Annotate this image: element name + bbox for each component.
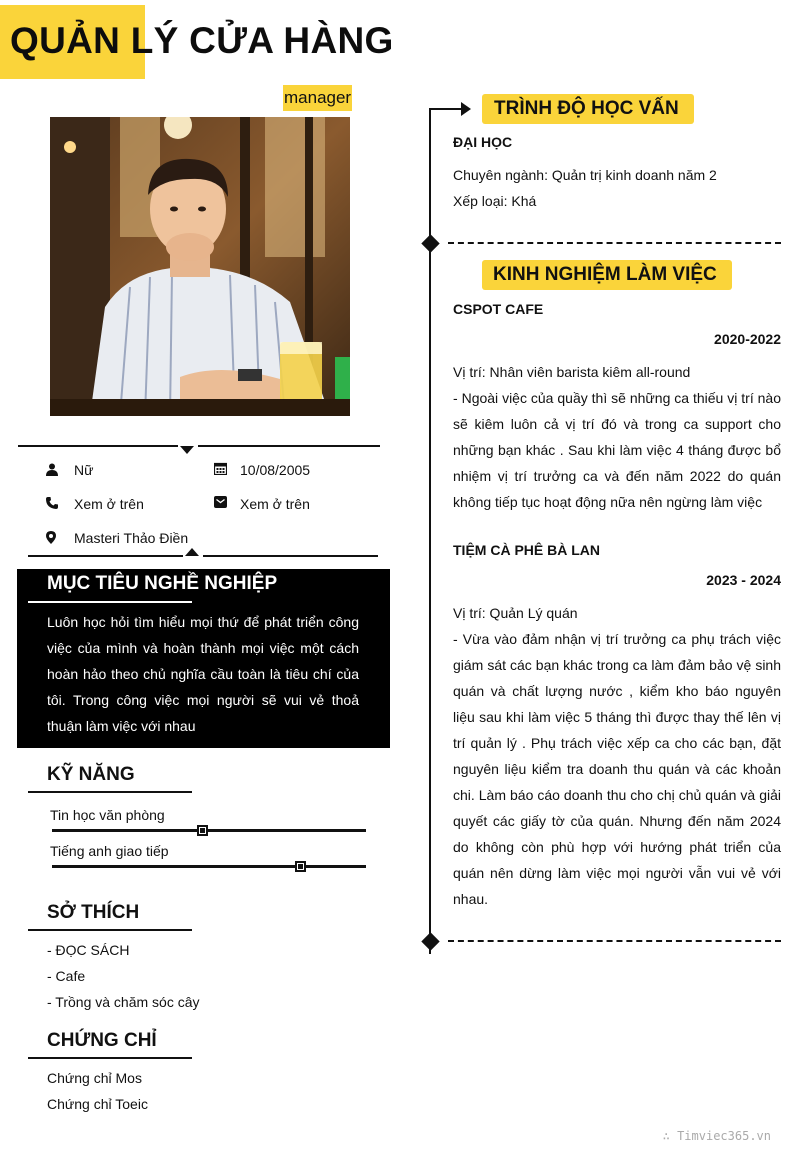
watermark: ∴ Timviec365.vn	[662, 1129, 771, 1143]
timeline-node-icon	[421, 932, 439, 950]
objective-title: MỤC TIÊU NGHỀ NGHIỆP	[47, 573, 278, 594]
timeline-node-icon	[421, 234, 439, 252]
profile-photo	[50, 117, 350, 416]
job-description: - Ngoài việc của quầy thì sẽ những ca thiếu vị trí nào sẽ kiêm luôn cả vị trí đó và trong ca support cho những bạn khác . Sau khi làm việc 4 tháng được bổ nhiệm vị trí trưởng ca và đến năm 2022 do quán không tiếp tục hoạt động nữa nên ngừng làm việc	[453, 390, 781, 510]
certificates-underline	[28, 1057, 192, 1059]
education-title: TRÌNH ĐỘ HỌC VẤN	[494, 98, 679, 119]
email-value: Xem ở trên	[240, 496, 310, 512]
job-period: 2023 - 2024	[706, 572, 781, 588]
skill-level-knob[interactable]	[295, 861, 306, 872]
contact-divider-bottom-left	[28, 555, 183, 557]
role-badge: manager	[283, 85, 352, 111]
user-icon	[44, 461, 60, 477]
skills-title: KỸ NĂNG	[47, 764, 135, 785]
education-major: Chuyên ngành: Quản trị kinh doanh năm 2	[453, 167, 717, 183]
education-school: ĐẠI HỌC	[453, 134, 513, 150]
timeline-arrow-icon	[429, 101, 473, 126]
hobby-item: - Trồng và chăm sóc cây	[47, 994, 200, 1010]
skill-label: Tin học văn phòng	[50, 807, 165, 823]
email-icon	[212, 494, 228, 510]
section-divider	[448, 242, 781, 244]
skill-level-knob[interactable]	[197, 825, 208, 836]
skill-label: Tiếng anh giao tiếp	[50, 843, 169, 859]
phone-value: Xem ở trên	[74, 496, 144, 512]
job-description: - Vừa vào đảm nhận vị trí trưởng ca phụ trách việc giám sát các bạn khác trong ca làm đảm bảo vệ sinh quán và chất lượng nước , kiểm kho báo nguyên liệu sau khi làm việc 5 tháng thì được thay thế lên vị trí quản lý . Phụ trách việc xếp ca cho các bạn, đặt nguyên liệu kiểm tra doanh thu quán và các khoản chi. Làm báo cáo doanh thu cho chị chủ quán và giải quyết các giấy tờ của quán. Nhưng đến năm 2024 do không còn phù hợp với hướng phát triển của quán nên dừng làm việc mọi người vẫn vui vẻ với nhau.	[453, 631, 781, 907]
birthdate-value: 10/08/2005	[240, 462, 311, 478]
job-company: CSPOT CAFE	[453, 301, 544, 317]
hobby-item: - ĐỌC SÁCH	[47, 942, 130, 958]
gender-value: Nữ	[74, 462, 94, 478]
location-icon	[43, 529, 59, 545]
education-grade: Xếp loại: Khá	[453, 193, 537, 209]
objective-text: Luôn học hỏi tìm hiểu mọi thứ để phát triển công việc của mình và hoàn thành mọi việc một cách hoàn hảo theo chủ nghĩa cầu toàn là tiêu chí của tôi. Trong công việc mọi người sẽ vui vẻ thoả thuận làm việc với nhau	[47, 614, 359, 734]
job-company: TIỆM CÀ PHÊ BÀ LAN	[453, 542, 600, 558]
cv-title: QUẢN LÝ CỬA HÀNG	[10, 20, 394, 61]
certificates-title: CHỨNG CHỈ	[47, 1030, 157, 1051]
address-value: Masteri Thảo Điền	[74, 530, 189, 546]
job-period: 2020-2022	[714, 331, 781, 347]
phone-icon	[44, 495, 60, 511]
job-position: Vị trí: Quản Lý quán	[453, 605, 578, 621]
section-divider	[448, 940, 781, 942]
contact-divider-top-right	[198, 445, 380, 447]
hobby-item: - Cafe	[47, 968, 86, 984]
divider-arrow-up	[185, 548, 199, 556]
hobbies-title: SỞ THÍCH	[47, 902, 140, 923]
experience-title: KINH NGHIỆM LÀM VIỆC	[493, 264, 717, 285]
certificate-item: Chứng chỉ Toeic	[47, 1096, 148, 1112]
objective-underline	[28, 601, 192, 603]
calendar-icon	[212, 460, 228, 476]
skill-bar	[52, 865, 366, 868]
job-position: Vị trí: Nhân viên barista kiêm all-round	[453, 364, 691, 380]
skills-underline	[28, 791, 192, 793]
contact-divider-bottom-right	[203, 555, 378, 557]
divider-arrow-down	[180, 446, 194, 454]
certificate-item: Chứng chỉ Mos	[47, 1070, 142, 1086]
contact-divider-top-left	[18, 445, 178, 447]
watermark-logo-icon: ∴	[662, 1129, 678, 1143]
skill-bar	[52, 829, 366, 832]
hobbies-underline	[28, 929, 192, 931]
